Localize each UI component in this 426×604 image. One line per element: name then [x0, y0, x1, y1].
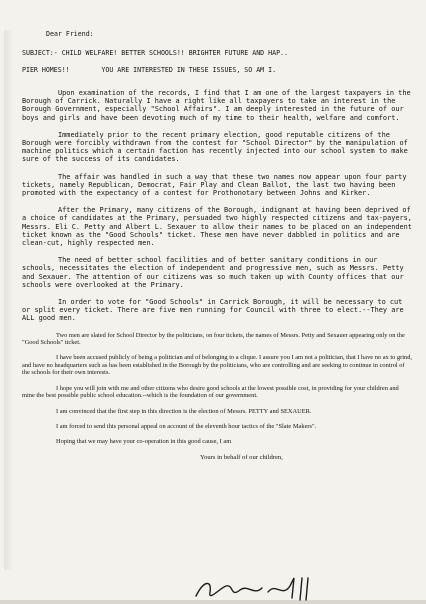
subject-line-1: SUBJECT:- CHILD WELFARE! BETTER SCHOOLS!! BRIGHTER FUTURE AND HAP.. — [22, 49, 288, 57]
closing: Yours in behalf of our children, — [200, 453, 283, 461]
paragraph-cooperation: Hoping that we may have your co-operation in this good cause, I am — [56, 438, 232, 446]
salutation: Dear Friend: — [46, 30, 94, 38]
paragraph-join-me: I hope you will join with me and other citizens who desire good schools at the lowest possible cost, in providing for your children and mine the best possible public school education.--which is the foundation of our government. — [22, 384, 399, 400]
paragraph-vote-good-schools: In order to vote for "Good Schools" in Carrick Borough, it will be necessary to cut or split every ticket. There are five men running for Council with three to elect.--They are ALL good men. — [22, 298, 404, 323]
paragraph-primary-election: Immediately prior to the recent primary election, good reputable citizens of the Borough were forcibly withdrawn from the contest for "School Director" by the manipulation of machine politics which a certain faction has recently injected into our school system to make sure of the success of its candidates. — [22, 130, 408, 164]
paragraph-school-director: Two men are slated for School Director by the politicians, on four tickets, the names of Messrs. Petty and Sexauer appearing only on the "Good Schools" ticket. — [22, 331, 405, 347]
paragraph-not-politician: I have been accused publicly of being a politician and of belonging to a clique. I assure you I am not a politician, that I have no ax to grind, and have no headquarters such as has been established in the Borough by the politicians, who are controlling and are seeking to continue in control of the schools for their own interests. — [22, 354, 412, 377]
page-shadow — [4, 30, 14, 570]
paragraph-personal-appeal: I am forced to send this personal appeal on account of the eleventh hour tactics of the "Slate Makers". — [56, 422, 317, 430]
paragraph-first-step: I am convinced that the first step in this direction is the election of Messrs. PETTY and SEXAUER. — [56, 407, 312, 415]
paragraph-taxpayer: Upon examination of the records, I find that I am one of the largest taxpayers in the Borough of Carrick. Naturally I have a right like all taxpayers to take an interest in the Borough Government, especially "School Affairs". I am deeply interested in the future of our boys and girls and have been devoting much of my time to their health, welfare and comfort. — [22, 89, 411, 122]
subject-line-2: PIER HOMES!! YOU ARE INTERESTED IN THESE ISSUES, SO AM I. — [22, 66, 277, 74]
paragraph-school-facilities: The need of better school facilities and of better sanitary conditions in our schools, necessitates the election of independent and progressive men, such as Messrs. Petty and Sexauer. The attention of our citizens was so much taken up with County offices that our schools were overlooked at the Primary. — [22, 256, 404, 289]
paragraph-independent-ticket: After the Primary, many citizens of the Borough, indignant at having been deprived of a choice of candidates at the Primary, persuaded two highly respected citizens and tax-payers, Messrs. Eli C. Petty and Albert L. Sexauer to allow their names to be placed on an independent ticket known as the "Good Schools" ticket. These men have never dabbled in politics and are clean-cut, highly respected men. — [22, 206, 412, 248]
paragraph-party-tickets: The affair was handled in such a way that these two names now appear upon four party tickets, namely Republican, Democrat, Fair Play and Clean Ballot, the last two having been promoted with the expectancy of a contest for Prothonotary between Johns and Kirker. — [22, 172, 407, 198]
